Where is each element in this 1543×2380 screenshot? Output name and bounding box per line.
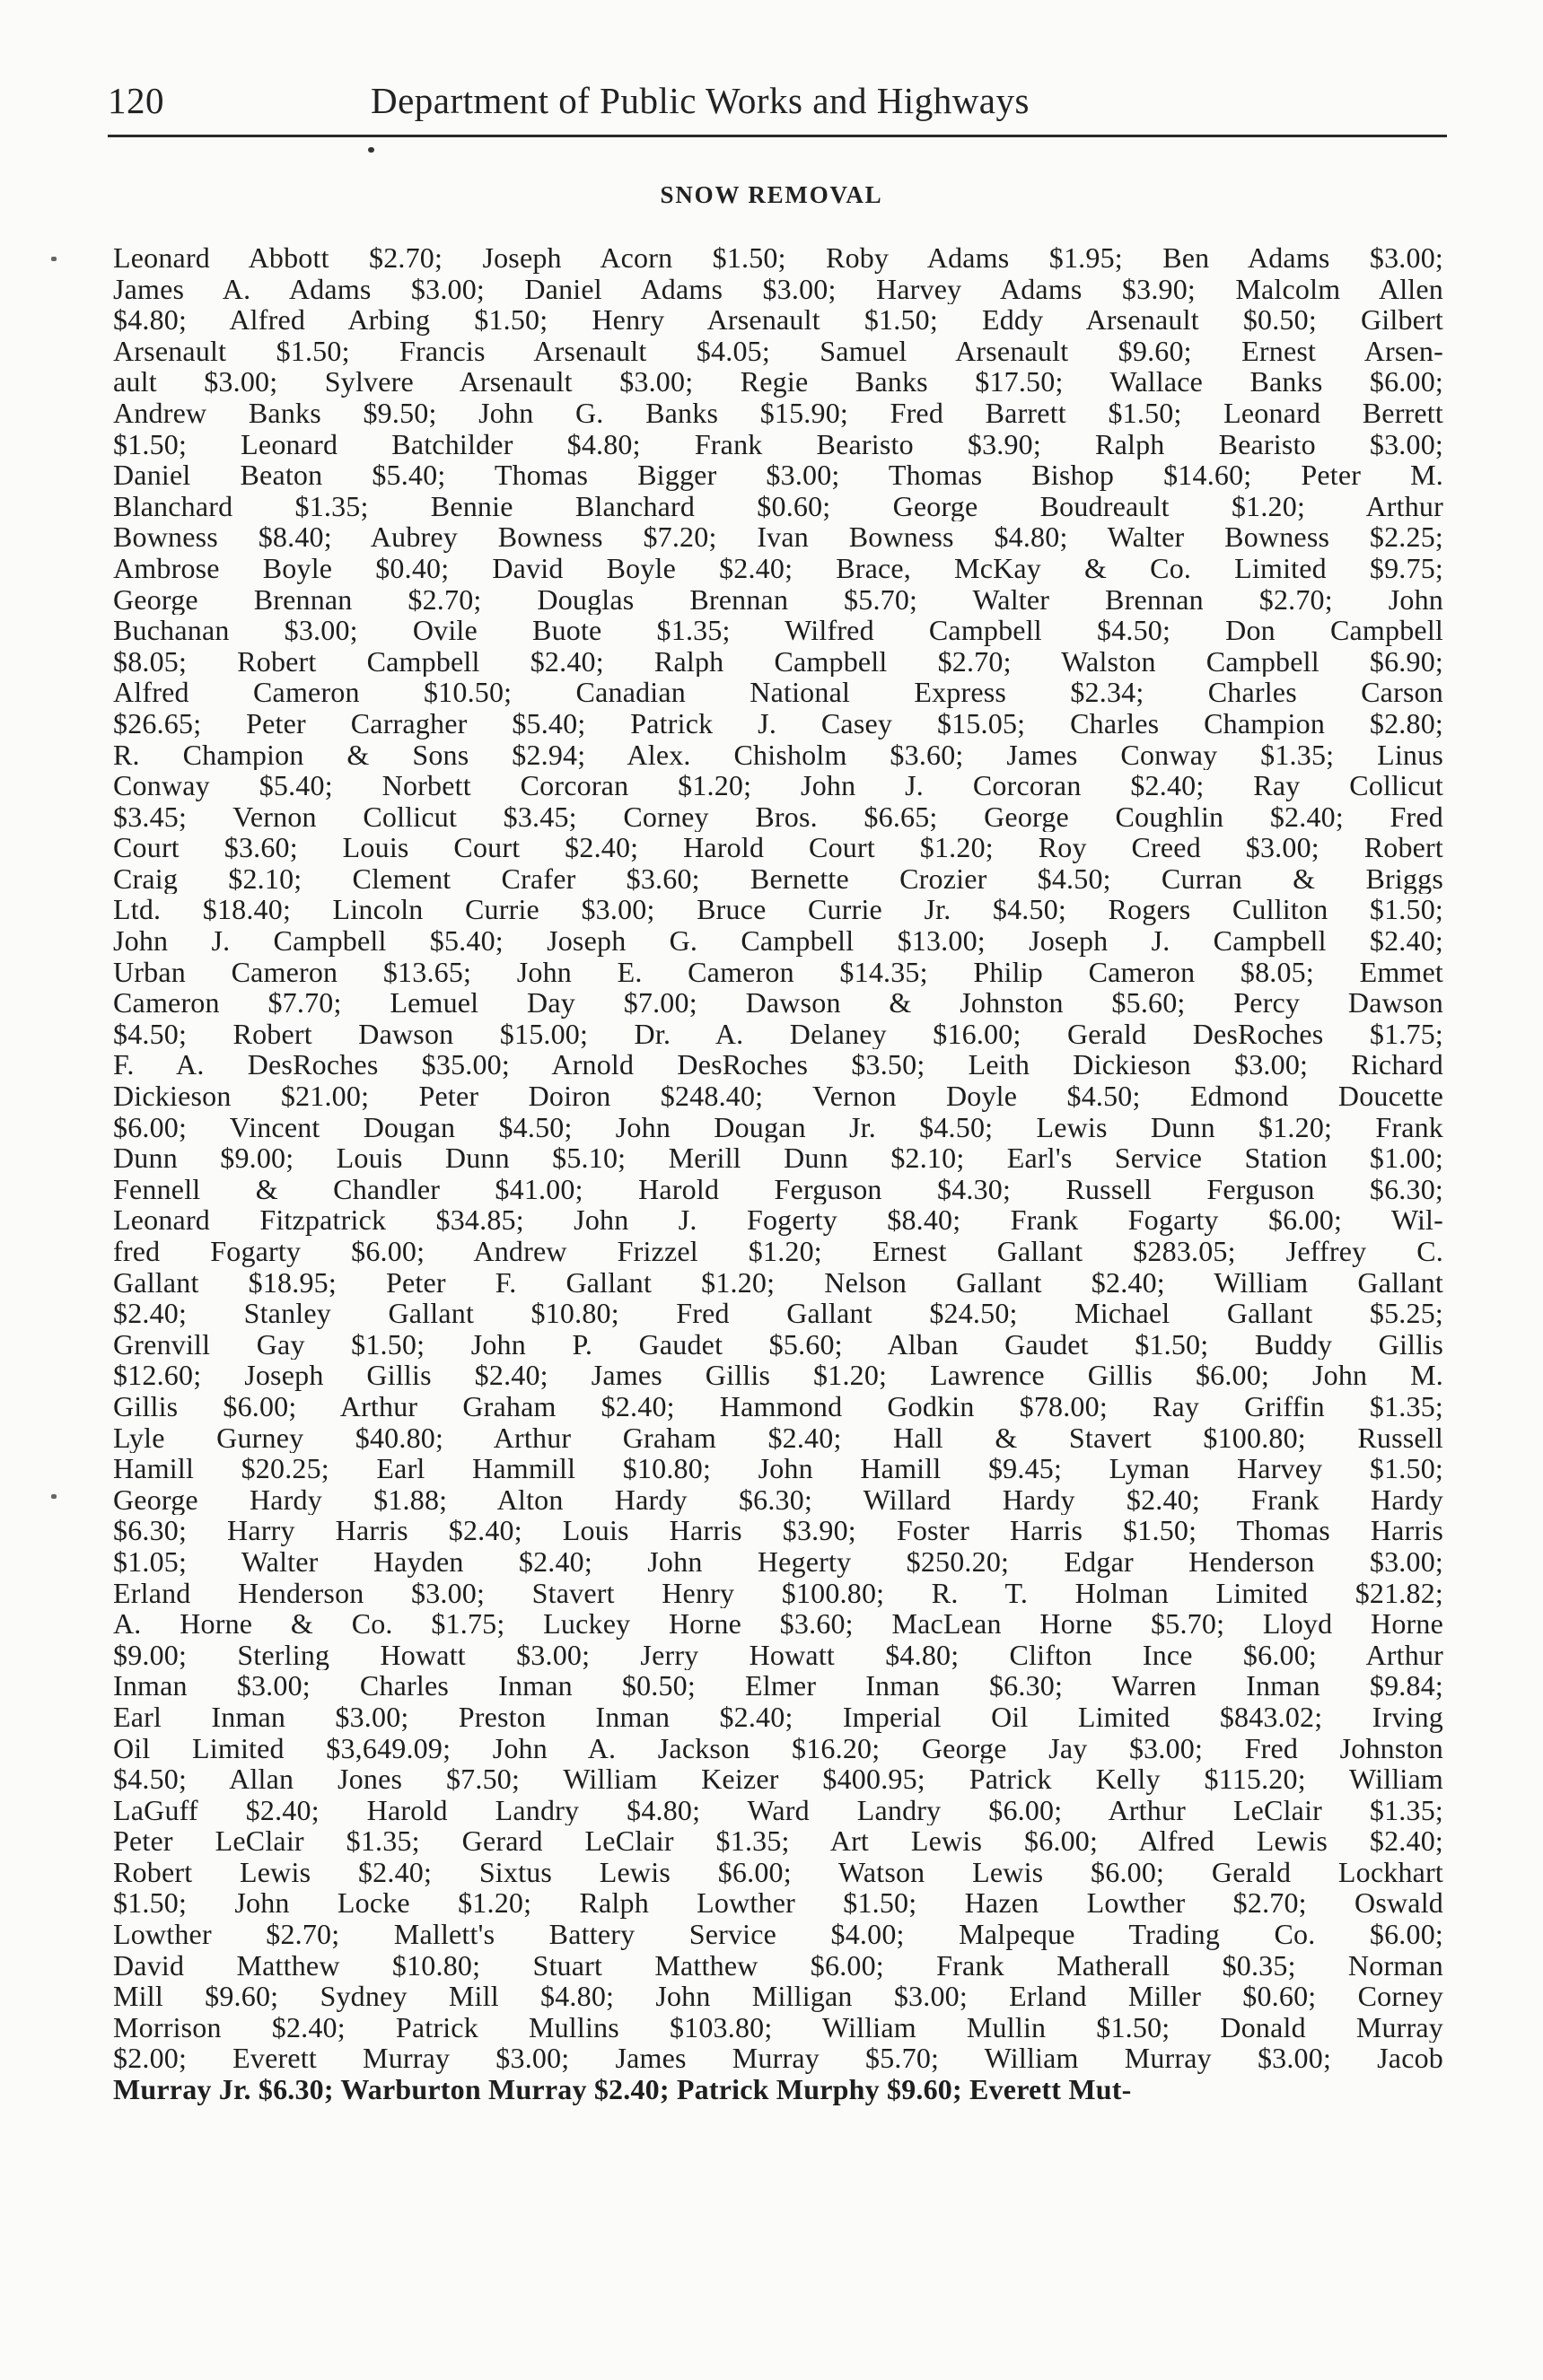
text-line: Gillis $6.00; Arthur Graham $2.40; Hammond Godkin $78.00; Ray Griffin $1.35; [113,1390,1443,1422]
text-line: Alfred Cameron $10.50; Canadian National Express $2.34; Charles Carson [113,677,1443,708]
text-line: Leonard Abbott $2.70; Joseph Acorn $1.50; Roby Adams $1.95; Ben Adams $3.00; [113,242,1443,274]
text-line: LaGuff $2.40; Harold Landry $4.80; Ward Landry $6.00; Arthur LeClair $1.35; [113,1794,1443,1826]
text-line: Arsenault $1.50; Francis Arsenault $4.05; Samuel Arsenault $9.60; Ernest Arsen- [113,335,1443,367]
text-line: Morrison $2.40; Patrick Mullins $103.80; William Mullin $1.50; Donald Murray [113,2011,1443,2043]
text-line: Oil Limited $3,649.09; John A. Jackson $16.20; George Jay $3.00; Fred Johnston [113,1732,1443,1764]
text-line: Grenvill Gay $1.50; John P. Gaudet $5.60; Alban Gaudet $1.50; Buddy Gillis [113,1328,1443,1361]
text-line: fred Fogarty $6.00; Andrew Frizzel $1.20; Ernest Gallant $283.05; Jeffrey C. [113,1236,1443,1267]
text-line: Andrew Banks $9.50; John G. Banks $15.90; Fred Barrett $1.50; Leonard Berrett [113,397,1443,429]
text-line: Dickieson $21.00; Peter Doiron $248.40; Vernon Doyle $4.50; Edmond Doucette [113,1081,1443,1112]
text-line: $1.50; Leonard Batchilder $4.80; Frank Bearisto $3.90; Ralph Bearisto $3.00; [113,428,1443,460]
text-line: $8.05; Robert Campbell $2.40; Ralph Campbell $2.70; Walston Campbell $6.90; [113,645,1443,678]
text-line: Inman $3.00; Charles Inman $0.50; Elmer Inman $6.30; Warren Inman $9.84; [113,1670,1443,1702]
text-line: James A. Adams $3.00; Daniel Adams $3.00; Harvey Adams $3.90; Malcolm Allen [113,273,1443,305]
text-line: Lyle Gurney $40.80; Arthur Graham $2.40; Hall & Stavert $100.80; Russell [113,1422,1443,1454]
page-number: 120 [108,80,164,121]
text-line: $3.45; Vernon Collicut $3.45; Corney Bros. $6.65; George Coughlin $2.40; Fred [113,801,1443,833]
page-header [108,79,1445,133]
section-title: SNOW REMOVAL [660,181,883,208]
text-line: Ltd. $18.40; Lincoln Currie $3.00; Bruce Currie Jr. $4.50; Rogers Culliton $1.50; [113,894,1443,926]
text-line: Bowness $8.40; Aubrey Bowness $7.20; Ivan Bowness $4.80; Walter Bowness $2.25; [113,521,1443,553]
text-line: $26.65; Peter Carragher $5.40; Patrick J. Casey $15.05; Charles Champion $2.80; [113,707,1443,739]
text-line: Conway $5.40; Norbett Corcoran $1.20; John J. Corcoran $2.40; Ray Collicut [113,770,1443,801]
text-line: John J. Campbell $5.40; Joseph G. Campbell $13.00; Joseph J. Campbell $2.40; [113,925,1443,957]
text-line: Ambrose Boyle $0.40; David Boyle $2.40; Brace, McKay & Co. Limited $9.75; [113,552,1443,584]
text-line: $12.60; Joseph Gillis $2.40; James Gillis $1.20; Lawrence Gillis $6.00; John M. [113,1360,1443,1391]
text-line: Peter LeClair $1.35; Gerard LeClair $1.35; Art Lewis $6.00; Alfred Lewis $2.40; [113,1825,1443,1857]
header-rule [108,135,1447,137]
text-line: Craig $2.10; Clement Crafer $3.60; Bernette Crozier $4.50; Curran & Briggs [113,862,1443,895]
ink-speck [368,147,374,153]
ink-speck [51,1494,57,1499]
text-line: F. A. DesRoches $35.00; Arnold DesRoches $3.50; Leith Dickieson $3.00; Richard [113,1049,1443,1081]
text-line: $4.50; Robert Dawson $15.00; Dr. A. Delaney $16.00; Gerald DesRoches $1.75; [113,1018,1443,1050]
text-line: David Matthew $10.80; Stuart Matthew $6.00; Frank Matherall $0.35; Norman [113,1949,1443,1982]
text-line: $4.50; Allan Jones $7.50; William Keizer $400.95; Patrick Kelly $115.20; William [113,1763,1443,1795]
text-line: $9.00; Sterling Howatt $3.00; Jerry Howatt $4.80; Clifton Ince $6.00; Arthur [113,1639,1443,1671]
text-line: Erland Henderson $3.00; Stavert Henry $100.80; R. T. Holman Limited $21.82; [113,1577,1443,1609]
text-line: Urban Cameron $13.65; John E. Cameron $14.35; Philip Cameron $8.05; Emmet [113,956,1443,988]
text-line: Murray Jr. $6.30; Warburton Murray $2.40; Patrick Murphy $9.60; Everett Mut- [113,2074,1132,2105]
running-head: Department of Public Works and Highways [371,80,1030,121]
text-line: $1.05; Walter Hayden $2.40; John Hegerty $250.20; Edgar Henderson $3.00; [113,1545,1443,1578]
text-line: ault $3.00; Sylvere Arsenault $3.00; Regie Banks $17.50; Wallace Banks $6.00; [113,366,1443,398]
body-text [113,242,1443,2105]
text-line: George Brennan $2.70; Douglas Brennan $5.70; Walter Brennan $2.70; John [113,583,1443,616]
text-line: Hamill $20.25; Earl Hammill $10.80; John Hamill $9.45; Lyman Harvey $1.50; [113,1453,1443,1484]
text-line: $2.40; Stanley Gallant $10.80; Fred Gallant $24.50; Michael Gallant $5.25; [113,1298,1443,1329]
text-line: $6.30; Harry Harris $2.40; Louis Harris $3.90; Foster Harris $1.50; Thomas Harris [113,1515,1443,1546]
ink-speck [51,257,57,261]
text-line: $1.50; John Locke $1.20; Ralph Lowther $1.50; Hazen Lowther $2.70; Oswald [113,1887,1443,1920]
text-line: Dunn $9.00; Louis Dunn $5.10; Merill Dunn $2.10; Earl's Service Station $1.00; [113,1142,1443,1174]
text-line: Court $3.60; Louis Court $2.40; Harold Court $1.20; Roy Creed $3.00; Robert [113,832,1443,863]
text-line: Earl Inman $3.00; Preston Inman $2.40; Imperial Oil Limited $843.02; Irving [113,1701,1443,1733]
text-line: Mill $9.60; Sydney Mill $4.80; John Milligan $3.00; Erland Miller $0.60; Corney [113,1981,1443,2012]
text-line: Lowther $2.70; Mallett's Battery Service $4.00; Malpeque Trading Co. $6.00; [113,1919,1443,1950]
text-line: R. Champion & Sons $2.94; Alex. Chisholm $3.60; James Conway $1.35; Linus [113,739,1443,771]
text-line: $2.00; Everett Murray $3.00; James Murray $5.70; William Murray $3.00; Jacob [113,2043,1443,2075]
text-line: Daniel Beaton $5.40; Thomas Bigger $3.00; Thomas Bishop $14.60; Peter M. [113,459,1443,491]
text-line: Blanchard $1.35; Bennie Blanchard $0.60; George Boudreault $1.20; Arthur [113,490,1443,522]
text-line: George Hardy $1.88; Alton Hardy $6.30; Willard Hardy $2.40; Frank Hardy [113,1483,1443,1516]
text-line: $6.00; Vincent Dougan $4.50; John Dougan Jr. $4.50; Lewis Dunn $1.20; Frank [113,1111,1443,1143]
text-line: Robert Lewis $2.40; Sixtus Lewis $6.00; Watson Lewis $6.00; Gerald Lockhart [113,1856,1443,1888]
text-line: Cameron $7.70; Lemuel Day $7.00; Dawson & Johnston $5.60; Percy Dawson [113,987,1443,1019]
text-line: Gallant $18.95; Peter F. Gallant $1.20; Nelson Gallant $2.40; William Gallant [113,1266,1443,1299]
text-line: $4.80; Alfred Arbing $1.50; Henry Arsenault $1.50; Eddy Arsenault $0.50; Gilbert [113,304,1443,336]
text-line: Leonard Fitzpatrick $34.85; John J. Fogerty $8.40; Frank Fogarty $6.00; Wil- [113,1204,1443,1236]
text-line: Buchanan $3.00; Ovile Buote $1.35; Wilfred Campbell $4.50; Don Campbell [113,615,1443,646]
text-line: Fennell & Chandler $41.00; Harold Ferguson $4.30; Russell Ferguson $6.30; [113,1173,1443,1205]
text-line: A. Horne & Co. $1.75; Luckey Horne $3.60; MacLean Horne $5.70; Lloyd Horne [113,1608,1443,1640]
